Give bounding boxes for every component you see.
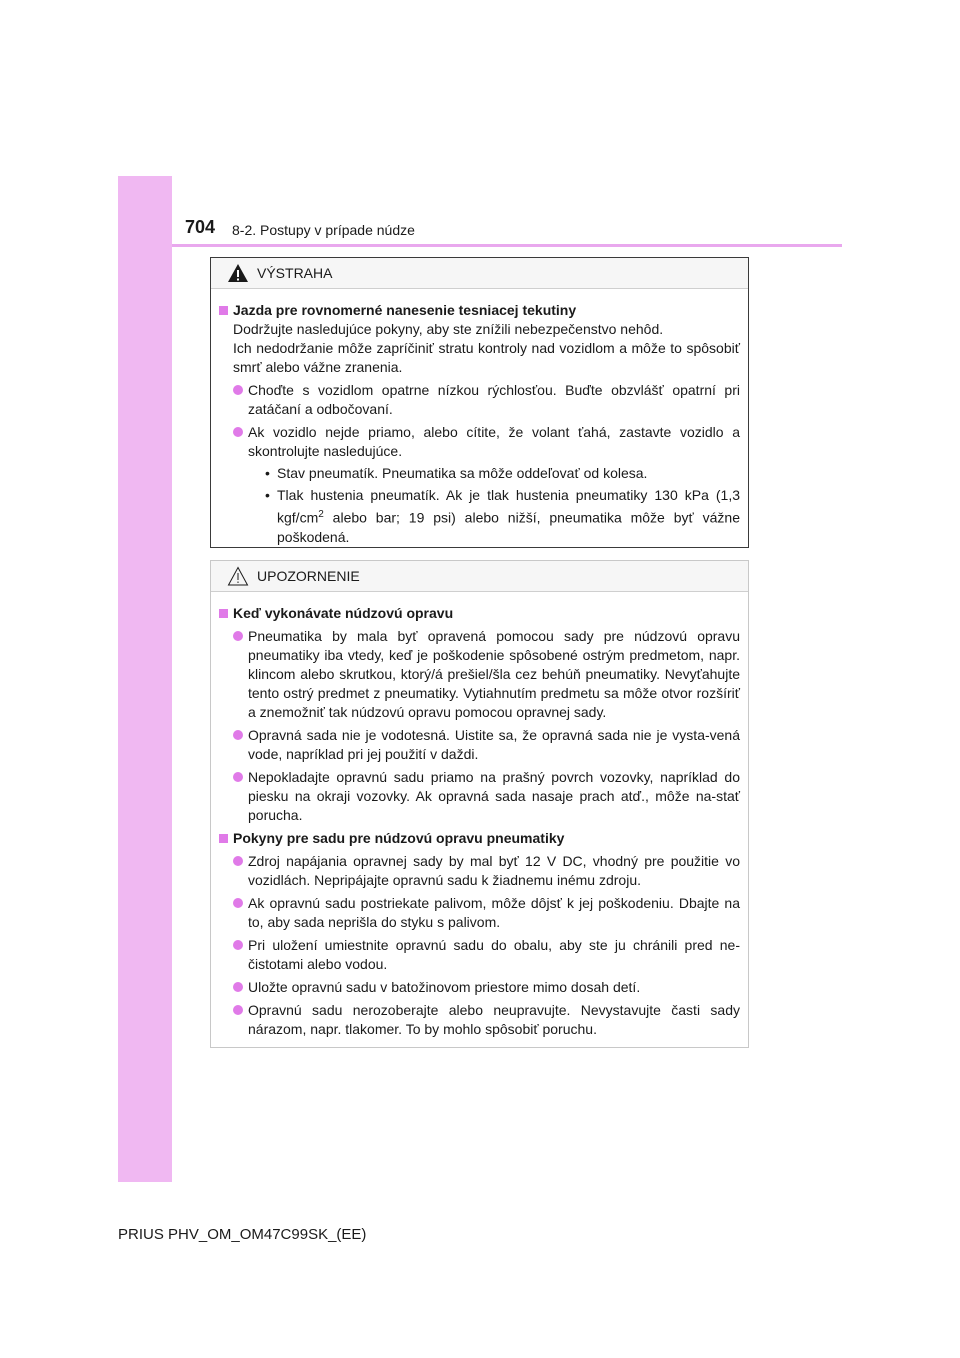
list-item: Uložte opravnú sadu v batožinovom priestore mimo dosah detí.: [219, 978, 740, 997]
caution-box: [210, 560, 749, 1048]
page-number: 704: [185, 217, 216, 237]
round-bullet-icon: [233, 982, 243, 992]
caution-title: UPOZORNENIE: [257, 568, 360, 584]
square-bullet-icon: [219, 834, 228, 843]
list-item: Opravná sada nie je vodotesná. Uistite sa, že opravná sada nie je vysta-vená vode, napríklad pri jej použití v daždi.: [219, 726, 740, 764]
square-bullet-icon: [219, 609, 228, 618]
caution-triangle-icon: [227, 566, 249, 586]
list-item: Nepokladajte opravnú sadu priamo na prašný povrch vozovky, napríklad do piesku na okraji vozovky. Ak opravná sada nasaje prach atď., môže na-stať porucha.: [219, 768, 740, 825]
round-bullet-icon: [233, 1005, 243, 1015]
document-code: PRIUS PHV_OM_OM47C99SK_(EE): [118, 1226, 367, 1243]
round-bullet-icon: [233, 730, 243, 740]
square-bullet-icon: [219, 306, 228, 315]
list-item: Zdroj napájania opravnej sady by mal byť 12 V DC, vhodný pre použitie vo vozidlách. Nepripájajte opravnú sadu k žiadnemu inému zdroju.: [219, 852, 740, 890]
header-divider: [172, 244, 842, 247]
list-item: Opravnú sadu nerozoberajte alebo neupravujte. Nevystavujte časti sady nárazom, napr. tlakomer. To by mohlo spôsobiť poruchu.: [219, 1001, 740, 1039]
list-item: Ak opravnú sadu postriekate palivom, môže dôjsť k jej poškodeniu. Dbajte na to, aby sada neprišla do styku s palivom.: [219, 894, 740, 932]
list-item: Ak vozidlo nejde priamo, alebo cítite, že volant ťahá, zastavte vozidlo a skontrolujte nasledujúce.: [219, 423, 740, 461]
list-item: Pneumatika by mala byť opravená pomocou sady pre núdzovú opravu pneumatiky iba vtedy, keď je poškodenie spôsobené ostrým predmetom, napr. klincom alebo skrutkou, ktorý/á prešiel/šla cez behúň pneumatiky. Nevyťahujte tento ostrý predmet z pneumatiky. Vytiahnutím predmetu sa môže otvor rozšíriť a znemožniť tak núdzovú opravu pomocou opravnej sady.: [219, 627, 740, 722]
sub-list-item: • Tlak hustenia pneumatík. Ak je tlak hustenia pneumatiky 130 kPa (1,3 kgf/$cm^2$ alebo bar; 19 psi) alebo nižší, pneumatika môže byť vážne poškodená.: [265, 487, 740, 545]
caution-title-bar: [211, 561, 748, 592]
warning-box: [210, 257, 749, 548]
round-bullet-icon: [233, 772, 243, 782]
warning-triangle-icon: [227, 263, 249, 283]
caution-heading-1: Keď vykonávate núdzovú opravu: [219, 604, 740, 623]
round-bullet-icon: [233, 856, 243, 866]
caution-heading-2: Pokyny pre sadu pre núdzovú opravu pneumatiky: [219, 829, 740, 848]
list-item: Pri uložení umiestnite opravnú sadu do obalu, aby ste ju chránili pred ne-čistotami alebo vodou.: [219, 936, 740, 974]
chapter-sidebar: [118, 176, 172, 1182]
warning-title: VÝSTRAHA: [257, 265, 333, 281]
warning-intro-1: Dodržujte nasledujúce pokyny, aby ste znížili nebezpečenstvo nehôd.: [233, 321, 664, 337]
warning-heading: Jazda pre rovnomerné nanesenie tesniacej tekutiny: [219, 301, 740, 320]
warning-title-bar: [211, 258, 748, 289]
round-bullet-icon: [233, 940, 243, 950]
round-bullet-icon: [233, 427, 243, 437]
round-bullet-icon: [233, 631, 243, 641]
round-bullet-icon: [233, 385, 243, 395]
round-bullet-icon: [233, 898, 243, 908]
sub-list-item: • Stav pneumatík. Pneumatika sa môže oddeľovať od kolesa.: [265, 465, 648, 481]
section-title: 8-2. Postupy v prípade núdze: [232, 222, 415, 238]
warning-intro-2: Ich nedodržanie môže zapríčiniť stratu kontroly nad vozidlom a môže to spôsobiť smrť alebo vážne zranenia.: [233, 340, 740, 375]
list-item: Choďte s vozidlom opatrne nízkou rýchlosťou. Buďte obzvlášť opatrní pri zatáčaní a odbočovaní.: [219, 381, 740, 419]
